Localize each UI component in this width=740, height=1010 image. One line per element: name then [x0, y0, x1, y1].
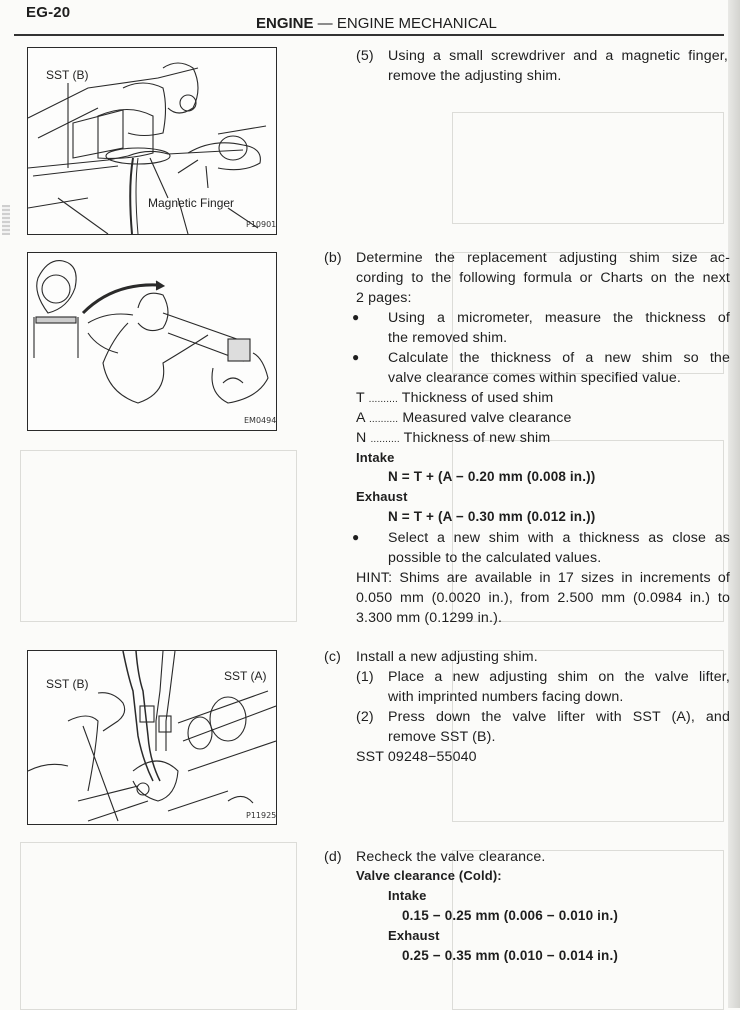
sub-2-line2: remove SST (B). — [388, 729, 496, 745]
sub-1-marker: (1) — [356, 669, 374, 685]
hint-line2: 0.050 mm (0.0020 in.), from 2.500 mm (0.0984 in.) to — [356, 590, 730, 606]
legend-symbol: T — [356, 390, 365, 406]
legend-symbol: N — [356, 430, 367, 446]
section-title-rest: — ENGINE MECHANICAL — [313, 15, 497, 32]
spine-mark — [2, 205, 10, 235]
step-5-marker: (5) — [356, 48, 374, 64]
bullet-icon: ● — [352, 530, 360, 544]
step-c-marker: (c) — [324, 649, 341, 665]
bleed-through-box — [452, 112, 724, 224]
legend-symbol: A — [356, 410, 365, 426]
section-title — [256, 15, 497, 32]
bullet-1-line2: the removed shim. — [388, 330, 508, 346]
figure-code: P10901 — [246, 220, 277, 229]
label-sst-b: SST (B) — [46, 677, 89, 691]
step-b-line3: 2 pages: — [356, 290, 412, 306]
header-rule — [14, 34, 724, 36]
legend-row-n — [356, 428, 550, 450]
page-number: EG-20 — [26, 4, 71, 21]
sub-2-line1: Press down the valve lifter with SST (A), and — [388, 709, 730, 725]
bullet-2-line1: Calculate the thickness of a new shim so the — [388, 350, 730, 366]
spec-label: Valve clearance (Cold): — [356, 868, 502, 883]
figure-micrometer — [27, 252, 277, 431]
sub-1-line1: Place a new adjusting shim on the valve lifter, — [388, 669, 730, 685]
step-c-title: Install a new adjusting shim. — [356, 649, 538, 665]
sub-1-line2: with imprinted numbers facing down. — [388, 689, 624, 705]
bullet-3-line2: possible to the calculated values. — [388, 550, 602, 566]
bleed-through-box — [20, 842, 297, 1010]
spec-exhaust-heading: Exhaust — [388, 928, 440, 943]
sst-number: SST 09248−55040 — [356, 749, 477, 765]
legend-text: Measured valve clearance — [402, 410, 572, 426]
intake-heading: Intake — [356, 450, 395, 465]
step-5-line1: Using a small screwdriver and a magnetic finger, — [388, 48, 728, 64]
legend-row-t — [356, 388, 553, 410]
step-d-title: Recheck the valve clearance. — [356, 849, 546, 865]
section-title-bold: ENGINE — [256, 15, 314, 32]
label-sst-a: SST (A) — [224, 669, 267, 683]
micrometer-illustration — [28, 253, 276, 430]
legend-row-a — [356, 408, 572, 430]
step-b-line1: Determine the replacement adjusting shim size ac- — [356, 250, 730, 266]
bullet-1-line1: Using a micrometer, measure the thickness of — [388, 310, 730, 326]
label-magnetic-finger: Magnetic Finger — [148, 196, 235, 210]
hint-line1: HINT: Shims are available in 17 sizes in increments of — [356, 570, 730, 586]
bullet-3-line1: Select a new shim with a thickness as close as — [388, 530, 730, 546]
bullet-2-line2: valve clearance comes within specified value. — [388, 370, 682, 386]
figure-code: P11925 — [246, 811, 277, 820]
legend-dots: .......... — [370, 434, 400, 445]
exhaust-formula: N = T + (A − 0.30 mm (0.012 in.)) — [388, 509, 596, 524]
page-edge-shadow — [728, 0, 740, 1008]
legend-dots: .......... — [368, 394, 398, 405]
spec-intake-value: 0.15 − 0.25 mm (0.006 − 0.010 in.) — [402, 908, 618, 923]
figure-magnetic-finger — [27, 47, 277, 235]
intake-formula: N = T + (A − 0.20 mm (0.008 in.)) — [388, 469, 596, 484]
hint-line3: 3.300 mm (0.1299 in.). — [356, 610, 503, 626]
sub-2-marker: (2) — [356, 709, 374, 725]
label-sst-b: SST (B) — [46, 68, 89, 82]
legend-text: Thickness of new shim — [403, 430, 551, 446]
step-b-line2: cording to the following formula or Charts on the next — [356, 270, 730, 286]
figure-code: EM0494 — [244, 416, 277, 425]
step-5-line2: remove the adjusting shim. — [388, 68, 562, 84]
legend-text: Thickness of used shim — [401, 390, 554, 406]
step-b-marker: (b) — [324, 250, 342, 266]
spec-exhaust-value: 0.25 − 0.35 mm (0.010 − 0.014 in.) — [402, 948, 618, 963]
bullet-icon: ● — [352, 310, 360, 324]
exhaust-heading: Exhaust — [356, 489, 408, 504]
step-d-marker: (d) — [324, 849, 342, 865]
bullet-icon: ● — [352, 350, 360, 364]
figure-press-lifter — [27, 650, 277, 825]
bleed-through-box — [20, 450, 297, 622]
legend-dots: .......... — [368, 414, 399, 425]
spec-intake-heading: Intake — [388, 888, 427, 903]
